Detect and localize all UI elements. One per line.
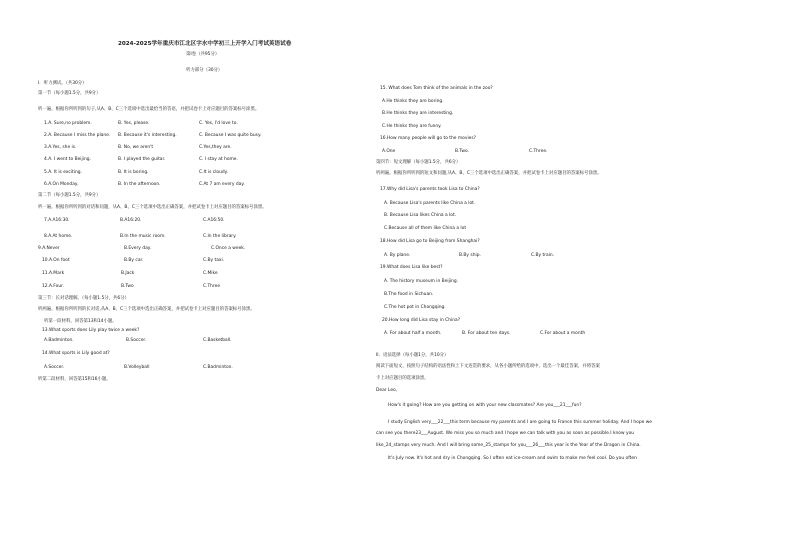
option-text: B.By car. — [124, 258, 144, 263]
subsection-heading: 第一节（每小题1.5分，共9分） — [38, 91, 101, 96]
instruction-text: 阅读下面短文，按照句子结构的语法性和上下文连贯的要求，从各小题所给的选项中，选出一个最佳答案，并将答案 — [376, 364, 600, 369]
option-text: C.Three. — [529, 149, 548, 154]
option-text: C.By taxi. — [203, 258, 225, 263]
passage-line: like_24_stamps very much. And I will bring some_25_stamps for you___26___this year is the Year of the Dragon in China. — [376, 443, 641, 448]
question-text: 20.How long did Lisa stay in China? — [382, 318, 461, 323]
option-text: B.He thinks they are interesting. — [382, 111, 454, 116]
option-text: B. Because it's interesting. — [118, 133, 177, 138]
subsection-heading: 第二节（每小题1.5分，共9分） — [38, 193, 101, 198]
option-text: B. Because Lisa likes China a lot. — [384, 213, 457, 218]
question-text: 15. What does Tom think of the animals in the zoo? — [380, 86, 493, 91]
option-text: C.Mike — [203, 271, 218, 276]
option-text: B.A16:20. — [120, 218, 142, 223]
option-text: C.For about a month — [540, 331, 586, 336]
option-text: A.Soccer. — [44, 365, 65, 370]
option-text: A.He thinks they are boring. — [382, 99, 444, 104]
option-text: A. The history museum in Beijing. — [384, 279, 459, 284]
option-text: A. By plane. — [384, 253, 411, 258]
option-text: 8.A.At home. — [44, 234, 73, 239]
instruction-text: 听两遍。根据你所听到的短文和问题,从A、B、C三个选项中选出正确答案，并把试卷卡上对应题目的答案标号涂黑。 — [376, 171, 602, 176]
instruction-text: 听两遍。根据你所听到的长对话,从A、B、C三个选项中选出正确答案，并把试卷卡上对应题目的答案标号涂黑。 — [38, 307, 255, 312]
option-text: B. Yes, please. — [118, 121, 150, 126]
option-text: 11.A.Mark — [42, 271, 65, 276]
subsection-heading: 第三节：长对话理解。（每小题1.5分，共6分） — [38, 296, 129, 301]
option-text: B.Jack — [121, 271, 135, 276]
option-text: C.By train. — [531, 253, 555, 258]
question-text: 13.What sports does Lily play twice a week? — [42, 328, 140, 333]
option-text: C.Basketball. — [203, 338, 232, 343]
option-text: C.In the library. — [203, 234, 237, 239]
material-note: 听第一段材料，回答第13和14小题。 — [44, 319, 117, 324]
question-text: 19.What does Lisa like best? — [380, 265, 443, 270]
passage-line: I study English very___22___this term because my parents and I are going to France this summer holiday. And I hope we — [388, 420, 652, 425]
option-text: C.Three — [203, 284, 221, 289]
option-text: C.The hot pot in Chongqing. — [384, 305, 446, 310]
section-heading: I．听力测试。（共30分） — [38, 81, 87, 86]
passage-line: It's July now. It's hot and dry in Chongqing. So I often eat ice-cream and swim to make me feel cool. Do you often — [388, 456, 637, 461]
option-text: B.Every day. — [124, 246, 152, 251]
option-text: B.The food in Sichuan. — [384, 292, 434, 297]
option-text: C.A16:50. — [203, 218, 225, 223]
option-text: 12.A.Four. — [42, 284, 64, 289]
option-text: 2.A. Because I miss the plane. — [44, 133, 111, 138]
option-text: 3.A.Yes, she is. — [44, 145, 77, 150]
option-text: C.At 7 am every day. — [199, 182, 245, 187]
option-text: C.Yes,they are. — [199, 145, 232, 150]
option-text: B.Soccer. — [126, 338, 147, 343]
section-heading: II．语法选择（每小题1分，共10分） — [376, 353, 449, 358]
option-text: 4.A. I went to Beijing. — [44, 157, 91, 162]
option-text: 9.A.Never — [38, 246, 60, 251]
exam-title: 2024-2025学年重庆市江北区字水中学初三上开学入门考试英语试卷 — [118, 41, 292, 47]
instruction-text: 听一遍。根据你所听到的句子,从A、B、C三个选项中选出最恰当的答语，并把试卷卡上对应题目的答案标号涂黑。 — [38, 107, 260, 112]
option-text: A. Because Lisa's parents like China a lot. — [384, 201, 476, 206]
option-text: C.Because all of them like China a lot — [384, 226, 467, 231]
option-text: B.Two. — [455, 149, 469, 154]
option-text: B.Two — [121, 284, 134, 289]
passage-line: How's it going? How are you getting on with your new classmates? Are you___21___fun? — [388, 403, 582, 408]
option-text: B. For about ten days. — [462, 331, 511, 336]
option-text: A.Badminton. — [44, 338, 74, 343]
option-text: B.In the music room. — [120, 234, 166, 239]
option-text: C. Because I was quite busy. — [199, 133, 262, 138]
listening-section-heading: 听力部分（30分） — [186, 68, 223, 73]
material-note: 听第二段材料，回答第15和16小题。 — [38, 377, 111, 382]
option-text: 10.A.On foot — [42, 258, 70, 263]
option-text: C.Badminton. — [203, 365, 233, 370]
option-text: B. It is boring. — [118, 170, 149, 175]
option-text: C.Once a week. — [211, 246, 246, 251]
option-text: B.Volleyball — [124, 365, 150, 370]
option-text: A.One — [382, 149, 396, 154]
question-text: 18.How did Lisa go to Beijing from Shanghai? — [380, 239, 480, 244]
option-text: C. I stay at home. — [199, 157, 238, 162]
letter-greeting: Dear Leo, — [376, 388, 398, 393]
question-text: 16.How many people will go to the movies? — [380, 136, 477, 141]
instruction-text: 卡上对应题目的选项涂黑。 — [376, 376, 429, 381]
option-text: A. For about half a month. — [384, 331, 442, 336]
option-text: B. In the afternoon. — [118, 182, 161, 187]
question-text: 17.Why did Lisa's parents took Lisa to China? — [380, 187, 480, 192]
option-text: 1.A. Sure,no problem. — [44, 121, 92, 126]
option-text: C.It is cloudy. — [199, 170, 229, 175]
option-text: 7.A.A16:30. — [44, 218, 70, 223]
option-text: B. No, we aren't — [118, 145, 154, 150]
instruction-text: 听一遍。根据你所听到的对话和问题，从A、B、C三个选项中选出正确答案，并把试卷卡上对应题目的答案标号涂黑。 — [38, 205, 267, 210]
option-text: 5.A. It is exciting. — [44, 170, 82, 175]
subsection-heading: 第四节：短文理解（每小题1.5分，共6分） — [376, 160, 461, 165]
option-text: B. I played the guitar. — [118, 157, 166, 162]
option-text: C.He thinks they are funny. — [382, 124, 442, 129]
option-text: 6.A.On Monday. — [44, 182, 79, 187]
option-text: B.By ship. — [459, 253, 481, 258]
passage-line: can see you there23___August. We miss you so much and I hope we can talk with you as soon as possible.I know you — [376, 431, 635, 436]
part-one-heading: 第I卷（共95分） — [186, 52, 220, 57]
question-text: 14.What sports is Lily good at? — [42, 351, 110, 356]
option-text: C. Yes, I'd love to. — [199, 121, 238, 126]
